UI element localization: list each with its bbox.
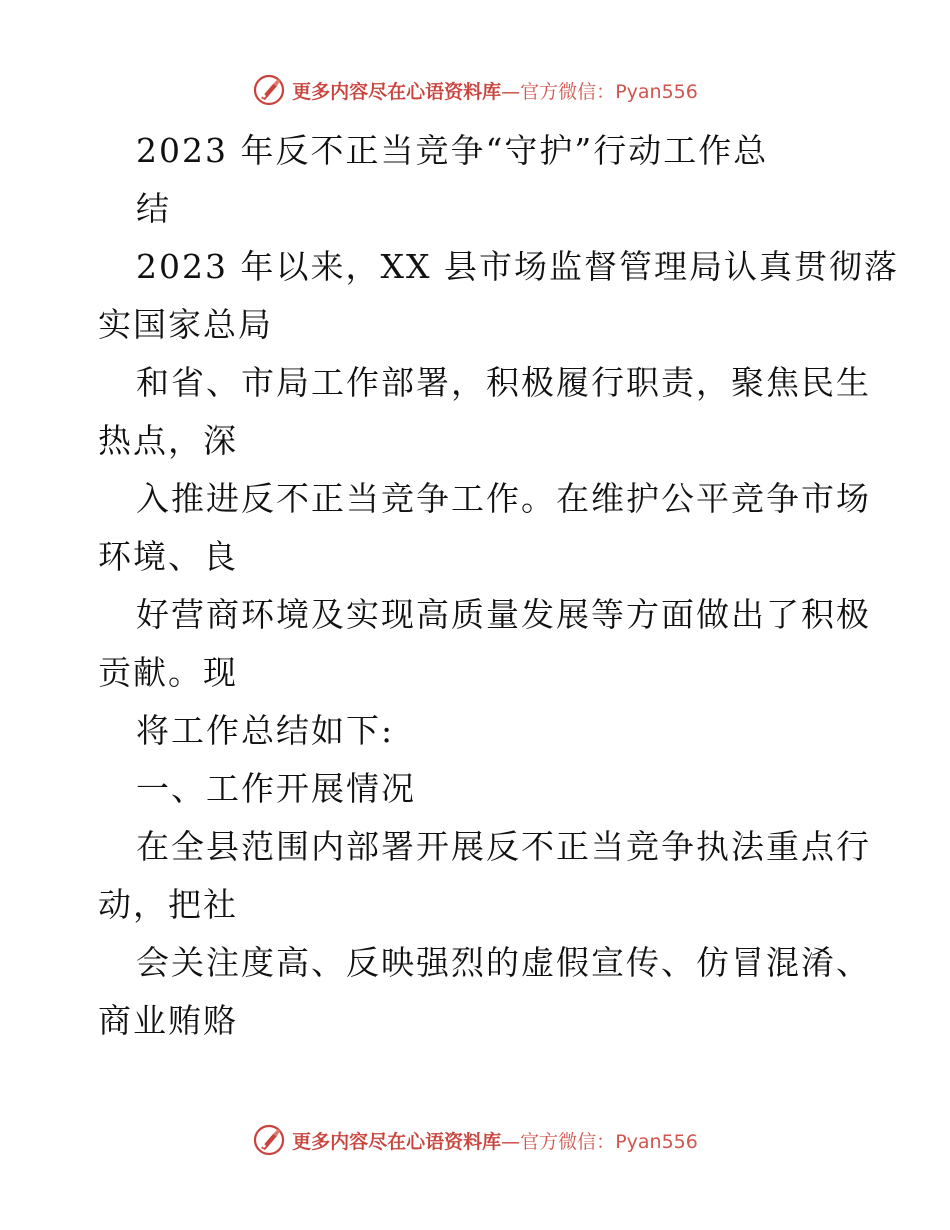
doc-section-heading: 一、工作开展情况 xyxy=(136,769,416,808)
doc-paragraph-line: 将工作总结如下: xyxy=(136,711,395,750)
doc-paragraph-line: 动，把社 xyxy=(98,885,238,924)
doc-paragraph-line: 商业贿赂 xyxy=(98,1001,238,1040)
doc-paragraph-line: 好营商环境及实现高质量发展等方面做出了积极 xyxy=(136,595,871,634)
pen-nib-logo-icon xyxy=(252,1123,286,1157)
header-watermark xyxy=(0,70,950,110)
doc-paragraph-line: 入推进反不正当竞争工作。在维护公平竞争市场 xyxy=(136,479,871,518)
doc-paragraph-line: 热点，深 xyxy=(98,421,238,460)
doc-paragraph-line: 实国家总局 xyxy=(98,305,273,344)
watermark-separator: — xyxy=(501,80,521,103)
watermark-wechat-label: 官方微信： xyxy=(520,80,616,103)
doc-paragraph-line: 环境、良 xyxy=(98,537,238,576)
doc-paragraph-line: 2023 年以来，XX 县市场监督管理局认真贯彻落 xyxy=(136,247,899,286)
doc-paragraph-line: 会关注度高、反映强烈的虚假宣传、仿冒混淆、 xyxy=(136,943,871,982)
watermark-wechat-id: Pyan556 xyxy=(615,1130,698,1153)
doc-title-line-1: 2023 年反不正当竞争“守护”行动工作总 xyxy=(136,131,769,170)
watermark-text xyxy=(292,77,698,104)
document-body xyxy=(98,122,899,1050)
pen-nib-logo-icon xyxy=(252,73,286,107)
footer-watermark xyxy=(0,1120,950,1160)
watermark-wechat-label: 官方微信： xyxy=(520,1130,616,1153)
doc-paragraph-line: 贡献。现 xyxy=(98,653,238,692)
doc-paragraph-line: 在全县范围内部署开展反不正当竞争执法重点行 xyxy=(136,827,871,866)
watermark-wechat-id: Pyan556 xyxy=(615,80,698,103)
watermark-text xyxy=(292,1127,698,1154)
watermark-separator: — xyxy=(501,1130,521,1153)
doc-paragraph-line: 和省、市局工作部署，积极履行职责，聚焦民生 xyxy=(136,363,871,402)
watermark-brand: 更多内容尽在心语资料库 xyxy=(292,1130,502,1153)
doc-title-line-2: 结 xyxy=(136,189,171,228)
watermark-brand: 更多内容尽在心语资料库 xyxy=(292,80,502,103)
